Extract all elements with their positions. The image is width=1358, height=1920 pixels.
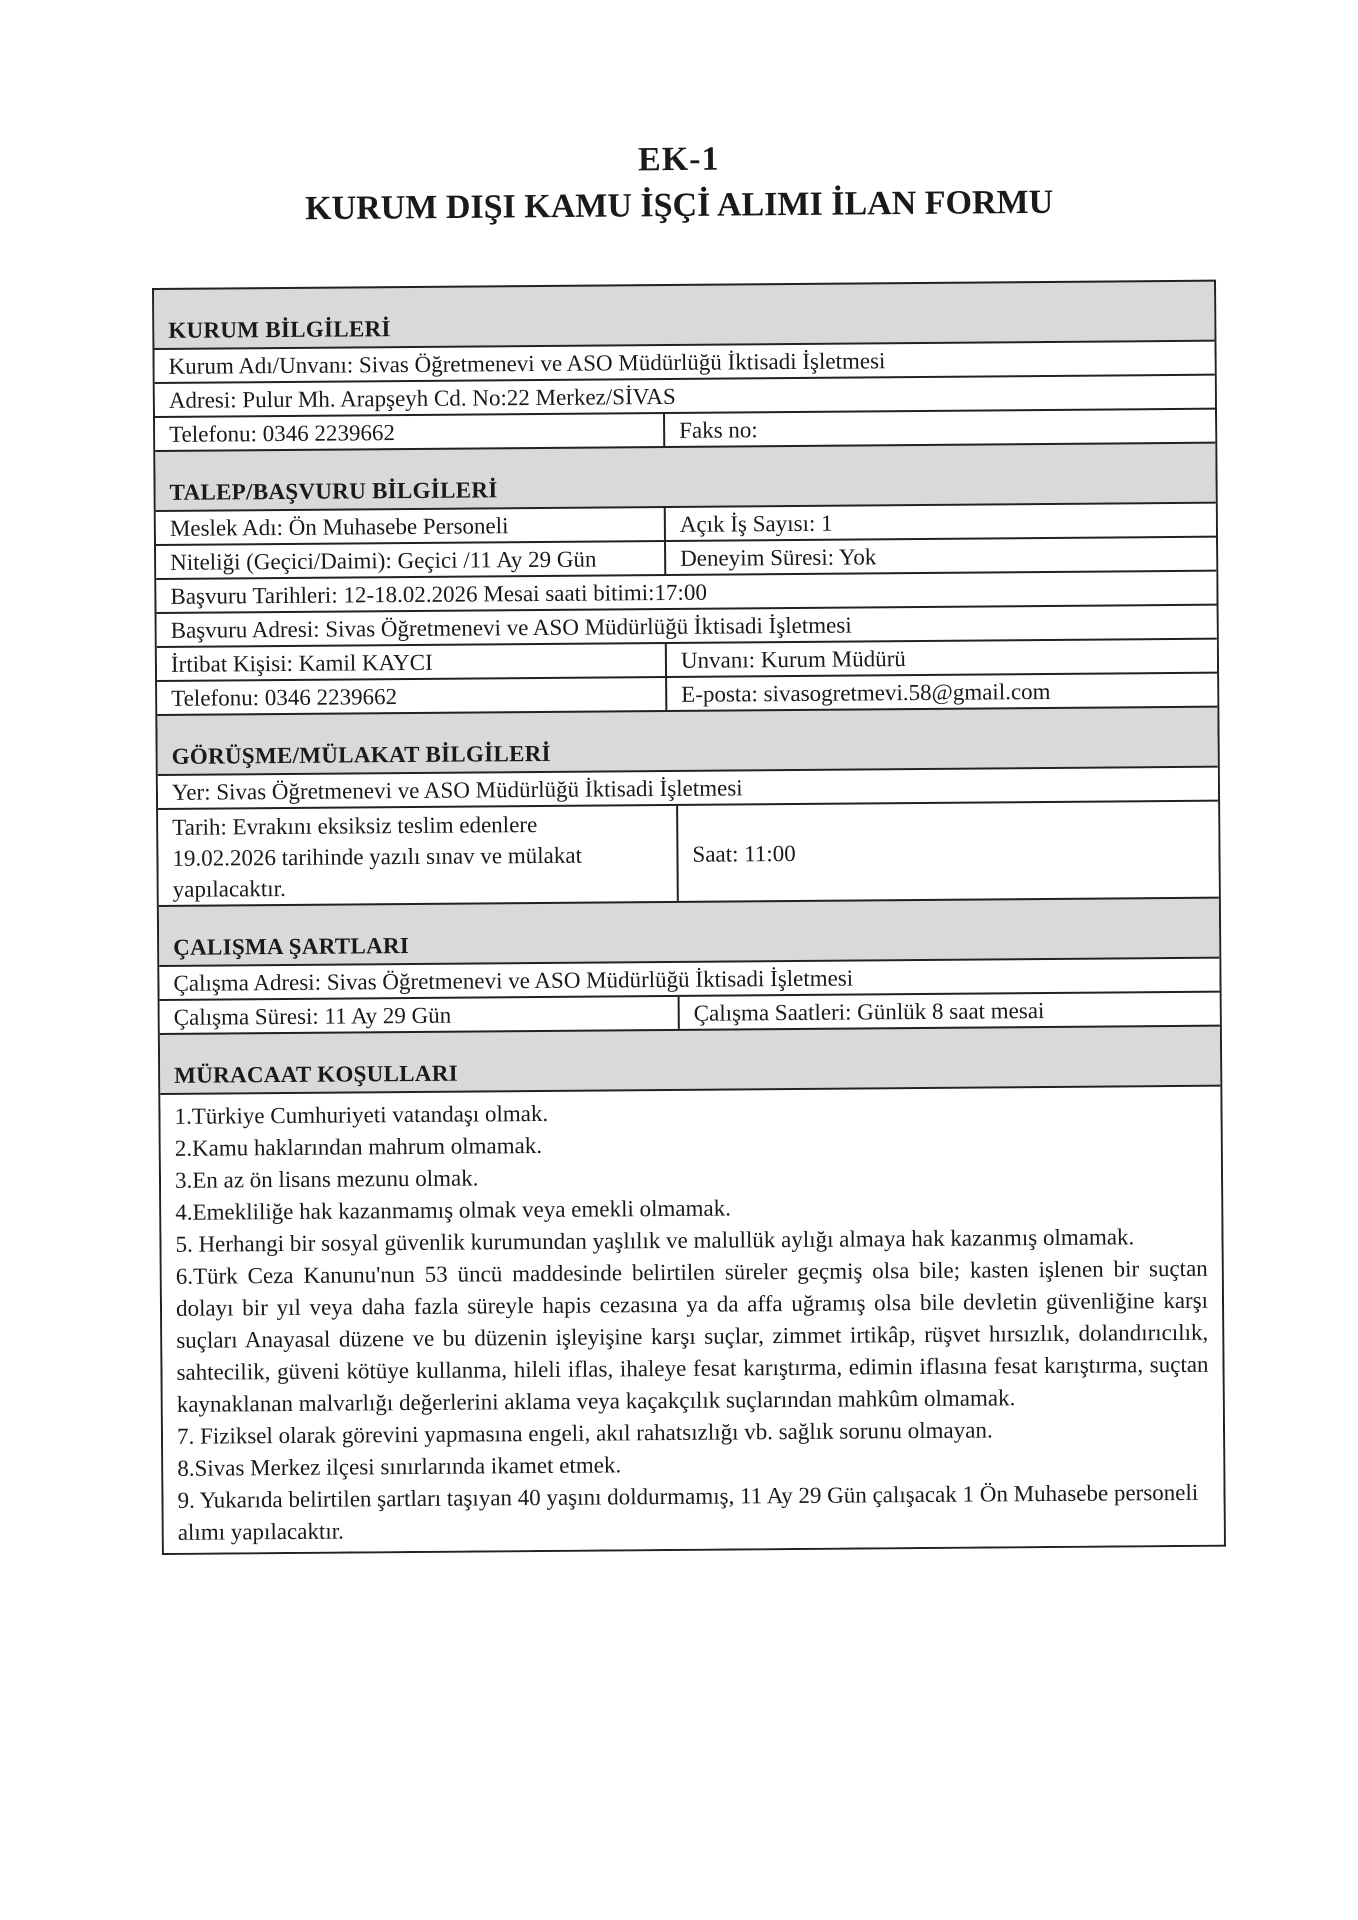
- section-working-conditions-title: ÇALIŞMA ŞARTLARI: [159, 897, 1219, 965]
- job-nature: Niteliği (Geçici/Daimi): Geçici /11 Ay 29 Gün: [156, 542, 666, 578]
- interview-time: Saat: 11:00: [692, 840, 796, 867]
- contact-person: İrtibat Kişisi: Kamil KAYCI: [157, 644, 667, 680]
- section-requirements-title: MÜRACAAT KOŞULLARI: [160, 1025, 1220, 1093]
- interview-place: Yer: Sivas Öğretmenevi ve ASO Müdürlüğü İktisadi İşletmesi: [171, 775, 743, 805]
- requirement-item: 7. Fiziksel olarak görevini yapmasına engeli, akıl rahatsızlığı vb. sağlık sorunu olmayan.: [176, 1417, 993, 1449]
- contact-phone: Telefonu: 0346 2239662: [157, 678, 667, 714]
- section-interview-title: GÖRÜŞME/MÜLAKAT BİLGİLERİ: [157, 706, 1217, 774]
- work-hours: Çalışma Saatleri: Günlük 8 saat mesai: [693, 998, 1045, 1026]
- interview-date-row: [158, 800, 1219, 905]
- requirement-item: 3.En az ön lisans mezunu olmak.: [174, 1165, 479, 1193]
- requirement-item: 1.Türkiye Cumhuriyeti vatandaşı olmak.: [174, 1100, 549, 1129]
- institution-phone: Telefonu: 0346 2239662: [155, 414, 665, 450]
- requirements-list: [160, 1085, 1224, 1553]
- section-institution-title: KURUM BİLGİLERİ: [154, 280, 1214, 348]
- contact-email[interactable]: E-posta: sivasogretmevi.58@gmail.com: [681, 678, 1051, 707]
- occupation-name: Meslek Adı: Ön Muhasebe Personeli: [156, 508, 666, 544]
- announcement-form: [152, 280, 1226, 1555]
- institution-address: Adresi: Pulur Mh. Arapşeyh Cd. No:22 Merkez/SİVAS: [168, 383, 676, 413]
- work-address: Çalışma Adresi: Sivas Öğretmenevi ve ASO Müdürlüğü İktisadi İşletmesi: [173, 965, 854, 996]
- document-header: [0, 134, 1358, 236]
- requirement-item: 6.Türk Ceza Kanunu'nun 53 üncü maddesinde belirtilen süreler geçmiş olsa bile; kasten işlenen bir suçtan dolayı bir yıl veya daha fazla süreyle hapis cezasına ya da affa uğramış olsa bile devletin güvenliğine karşı suçları Anayasal düzene ve bu düzenin işleyişine karşı suçlar, zimmet irtikâp, rüşvet hırsızlık, dolandırıcılık, sahtecilik, güveni kötüye kullanma, hileli iflas, ihaleye fesat karıştırma, edimin iflasına fesat karıştırma, suçtan kaynaklanan malvarlığı değerlerini aklama veya kaçakçılık suçlarından mahkûm olmamak.: [175, 1255, 1209, 1417]
- requirement-item: 5. Herhangi bir sosyal güvenlik kurumundan yaşlılık ve malullük aylığı almaya hak kazanmış olmamak.: [175, 1224, 1135, 1257]
- requirement-item: 2.Kamu haklarından mahrum olmamak.: [174, 1132, 543, 1161]
- work-duration: Çalışma Süresi: 11 Ay 29 Gün: [160, 997, 680, 1033]
- requirement-item: 4.Emekliliğe hak kazanmamış olmak veya emekli olmamak.: [175, 1195, 732, 1225]
- annex-label: EK-1: [637, 140, 720, 179]
- institution-fax: Faks no:: [679, 417, 758, 443]
- requirement-item: 8.Sivas Merkez ilçesi sınırlarında ikamet etmek.: [177, 1452, 622, 1481]
- application-address: Başvuru Adresi: Sivas Öğretmenevi ve ASO Müdürlüğü İktisadi İşletmesi: [170, 612, 852, 643]
- institution-name: Kurum Adı/Unvanı: Sivas Öğretmenevi ve ASO Müdürlüğü İktisadi İşletmesi: [168, 348, 886, 379]
- experience-required: Deneyim Süresi: Yok: [680, 544, 877, 571]
- requirement-item: 9. Yukarıda belirtilen şartları taşıyan 40 yaşını doldurmamış, 11 Ay 29 Gün çalışacak 1 Ön Muhasebe personeli alımı yapılacaktır.: [177, 1479, 1199, 1545]
- form-title: KURUM DIŞI KAMU İŞÇİ ALIMI İLAN FORMU: [305, 183, 1054, 228]
- open-positions: Açık İş Sayısı: 1: [679, 510, 833, 537]
- interview-date: Tarih: Evrakını eksiksiz teslim edenlere 19.02.2026 tarihinde yazılı sınav ve mülakat yapılacaktır.: [158, 806, 679, 905]
- section-application-title: TALEP/BAŞVURU BİLGİLERİ: [155, 442, 1215, 510]
- application-dates: Başvuru Tarihleri: 12-18.02.2026 Mesai saati bitimi:17:00: [170, 579, 707, 609]
- contact-title: Unvanı: Kurum Müdürü: [680, 646, 906, 673]
